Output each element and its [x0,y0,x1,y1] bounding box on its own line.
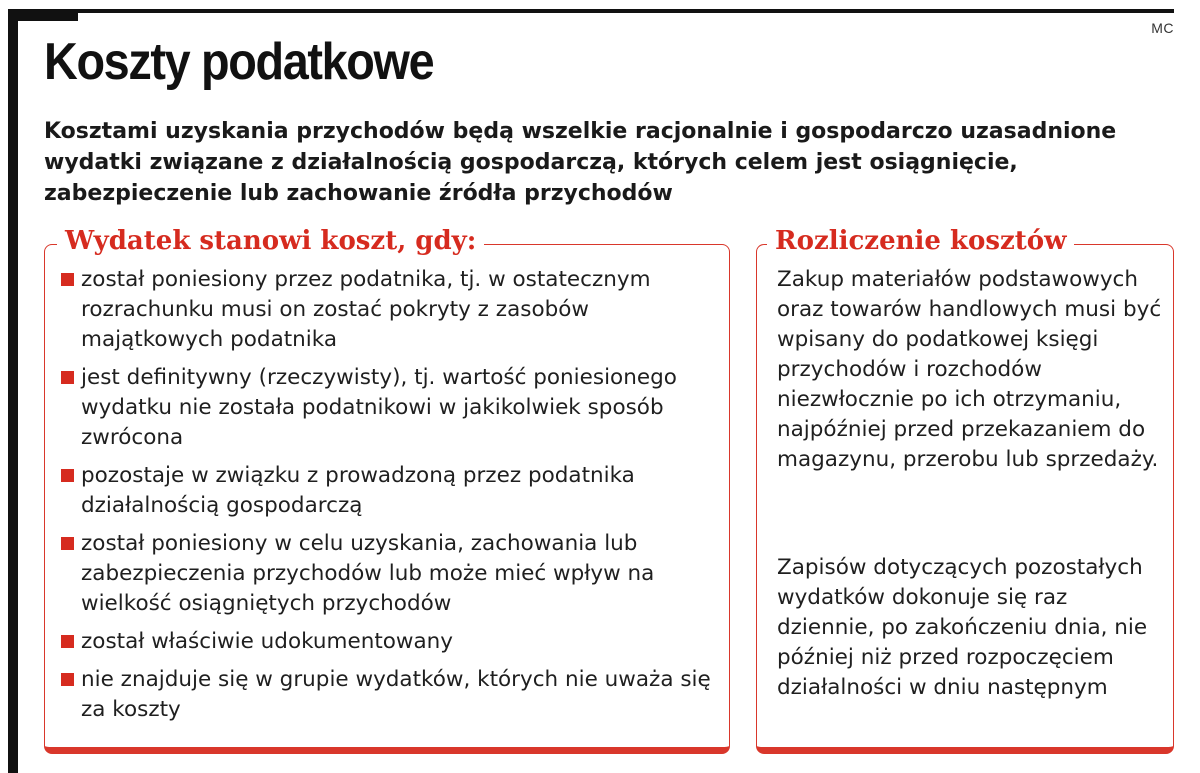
square-bullet-icon [61,469,74,482]
list-item-text: został poniesiony przez podatnika, tj. w ostatecznym rozrachunku musi on zostać pokryty z zasobów majątkowych podatnika [81,267,651,352]
list-item [59,363,719,453]
settlement-box [756,226,1174,754]
settlement-paragraph-2: Zapisów dotyczących pozostałych wydatków dokonuje się raz dziennie, po zakończeniu dnia, nie później niż przed rozpoczęciem działalności w dniu następnym [777,555,1148,700]
author-credit: MC [1151,20,1174,36]
list-item [59,265,719,355]
list-item-text: nie znajduje się w grupie wydatków, których nie uważa się za koszty [81,667,711,722]
settlement-heading: Rozliczenie kosztów [767,221,1074,261]
list-item-text: został poniesiony w celu uzyskania, zachowania lub zabezpieczenia przychodów lub może mieć wpływ na wielkość osiągniętych przychodów [81,531,655,616]
list-item-text: pozostaje w związku z prowadzoną przez podatnika działalnością gospodarczą [81,463,635,518]
conditions-heading: Wydatek stanowi koszt, gdy: [57,221,484,261]
list-item-text: został właściwie udokumentowany [81,629,454,654]
settlement-paragraph-1: Zakup materiałów podstawowych oraz towarów handlowych musi być wpisany do podatkowej księgi przychodów i rozchodów niezwłocznie po ich otrzymaniu, najpóźniej przed przekazaniem do magazynu, przerobu lub sprzedaży. [777,267,1162,472]
top-rule [8,9,1174,13]
list-item [59,461,719,521]
square-bullet-icon [61,273,74,286]
square-bullet-icon [61,673,74,686]
conditions-list [59,265,719,733]
lead-paragraph: Kosztami uzyskania przychodów będą wszelkie racjonalnie i gospodarczo uzasadnione wydatki związane z działalnością gospodarczą, których celem jest osiągnięcie, zabezpieczenie lub zachowanie źródła przychodów [44,119,1117,206]
square-bullet-icon [61,371,74,384]
page-title: Koszty podatkowe [44,33,434,91]
square-bullet-icon [61,537,74,550]
conditions-box [44,226,730,754]
corner-accent [8,9,78,21]
left-rule [8,9,18,773]
list-item-text: jest definitywny (rzeczywisty), tj. wartość poniesionego wydatku nie została podatnikowi w jakikolwiek sposób zwrócona [81,365,677,450]
list-item [59,529,719,619]
square-bullet-icon [61,635,74,648]
list-item [59,627,719,657]
list-item [59,665,719,725]
